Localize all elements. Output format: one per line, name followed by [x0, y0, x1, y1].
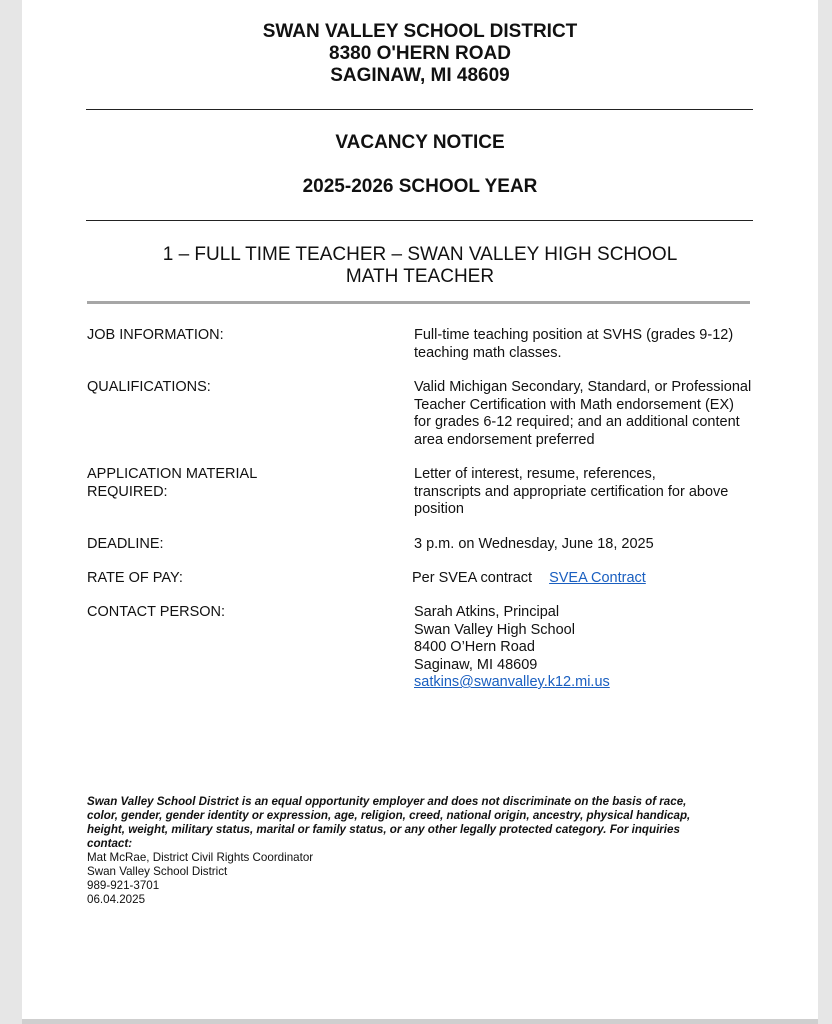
contact-name: Sarah Atkins, Principal — [414, 604, 560, 620]
footer-contact — [87, 851, 757, 907]
contact-person-label: CONTACT PERSON: — [87, 604, 226, 620]
footer-district: Swan Valley School District — [87, 865, 228, 878]
eeo-line: color, gender, gender identity or expression, age, religion, creed, national origin, ancestry, physical handicap, — [87, 809, 691, 822]
qualifications-label: QUALIFICATIONS: — [87, 379, 211, 395]
eeo-statement — [87, 795, 757, 851]
rate-of-pay-value — [412, 570, 752, 588]
footer — [87, 795, 757, 907]
notice-title: VACANCY NOTICE — [335, 132, 505, 153]
qualifications-value — [414, 379, 754, 449]
rate-of-pay-text: Per SVEA contract — [412, 570, 533, 586]
job-information-line: Full-time teaching position at SVHS (grades 9-12) — [414, 327, 734, 343]
eeo-line: Swan Valley School District is an equal opportunity employer and does not discriminate on the basis of race, — [87, 795, 687, 808]
contact-person-value — [414, 604, 754, 692]
application-material-line: transcripts and appropriate certification for above — [414, 483, 729, 500]
contact-email-link[interactable]: satkins@swanvalley.k12.mi.us — [414, 674, 610, 690]
deadline-label: DEADLINE: — [87, 536, 164, 552]
deadline-value: 3 p.m. on Wednesday, June 18, 2025 — [414, 536, 654, 552]
district-street: 8380 O'HERN ROAD — [329, 43, 511, 64]
divider — [86, 220, 753, 221]
qualifications-line: Teacher Certification with Math endorsement (EX) — [414, 396, 734, 413]
school-year: 2025-2026 SCHOOL YEAR — [302, 176, 538, 197]
footer-phone: 989-921-3701 — [87, 879, 160, 892]
application-material-value — [414, 466, 754, 519]
job-information-label: JOB INFORMATION: — [87, 327, 224, 343]
eeo-line: height, weight, military status, marital or family status, or any other legally protected category. For inquiries — [87, 823, 680, 836]
application-material-line: position — [414, 501, 464, 517]
svea-contract-link[interactable]: SVEA Contract — [549, 570, 646, 586]
qualifications-line: for grades 6-12 required; and an additional content — [414, 414, 740, 430]
position-subject: MATH TEACHER — [345, 266, 495, 287]
divider — [87, 301, 750, 304]
application-material-label-line: REQUIRED: — [87, 483, 168, 500]
footer-date: 06.04.2025 — [87, 893, 146, 906]
application-material-line: Letter of interest, resume, references, — [414, 466, 656, 482]
eeo-line: contact: — [87, 837, 133, 850]
page-edge — [22, 1019, 818, 1024]
district-city: SAGINAW, MI 48609 — [330, 65, 510, 86]
job-information-value — [414, 327, 754, 362]
contact-street: 8400 O’Hern Road — [414, 639, 535, 655]
position-title: 1 – FULL TIME TEACHER – SWAN VALLEY HIGH SCHOOL — [162, 244, 678, 265]
rate-of-pay-label: RATE OF PAY: — [87, 570, 183, 586]
application-material-label-line: APPLICATION MATERIAL — [87, 466, 258, 482]
coordinator: Mat McRae, District Civil Rights Coordinator — [87, 851, 314, 864]
application-material-label — [87, 466, 357, 501]
district-name: SWAN VALLEY SCHOOL DISTRICT — [262, 21, 578, 42]
document-page — [22, 0, 818, 1019]
contact-school: Swan Valley High School — [414, 621, 575, 638]
qualifications-line: Valid Michigan Secondary, Standard, or Professional — [414, 379, 752, 395]
divider — [86, 109, 753, 110]
job-information-line: teaching math classes. — [414, 344, 562, 361]
qualifications-line: area endorsement preferred — [414, 431, 595, 448]
contact-city: Saginaw, MI 48609 — [414, 656, 538, 673]
